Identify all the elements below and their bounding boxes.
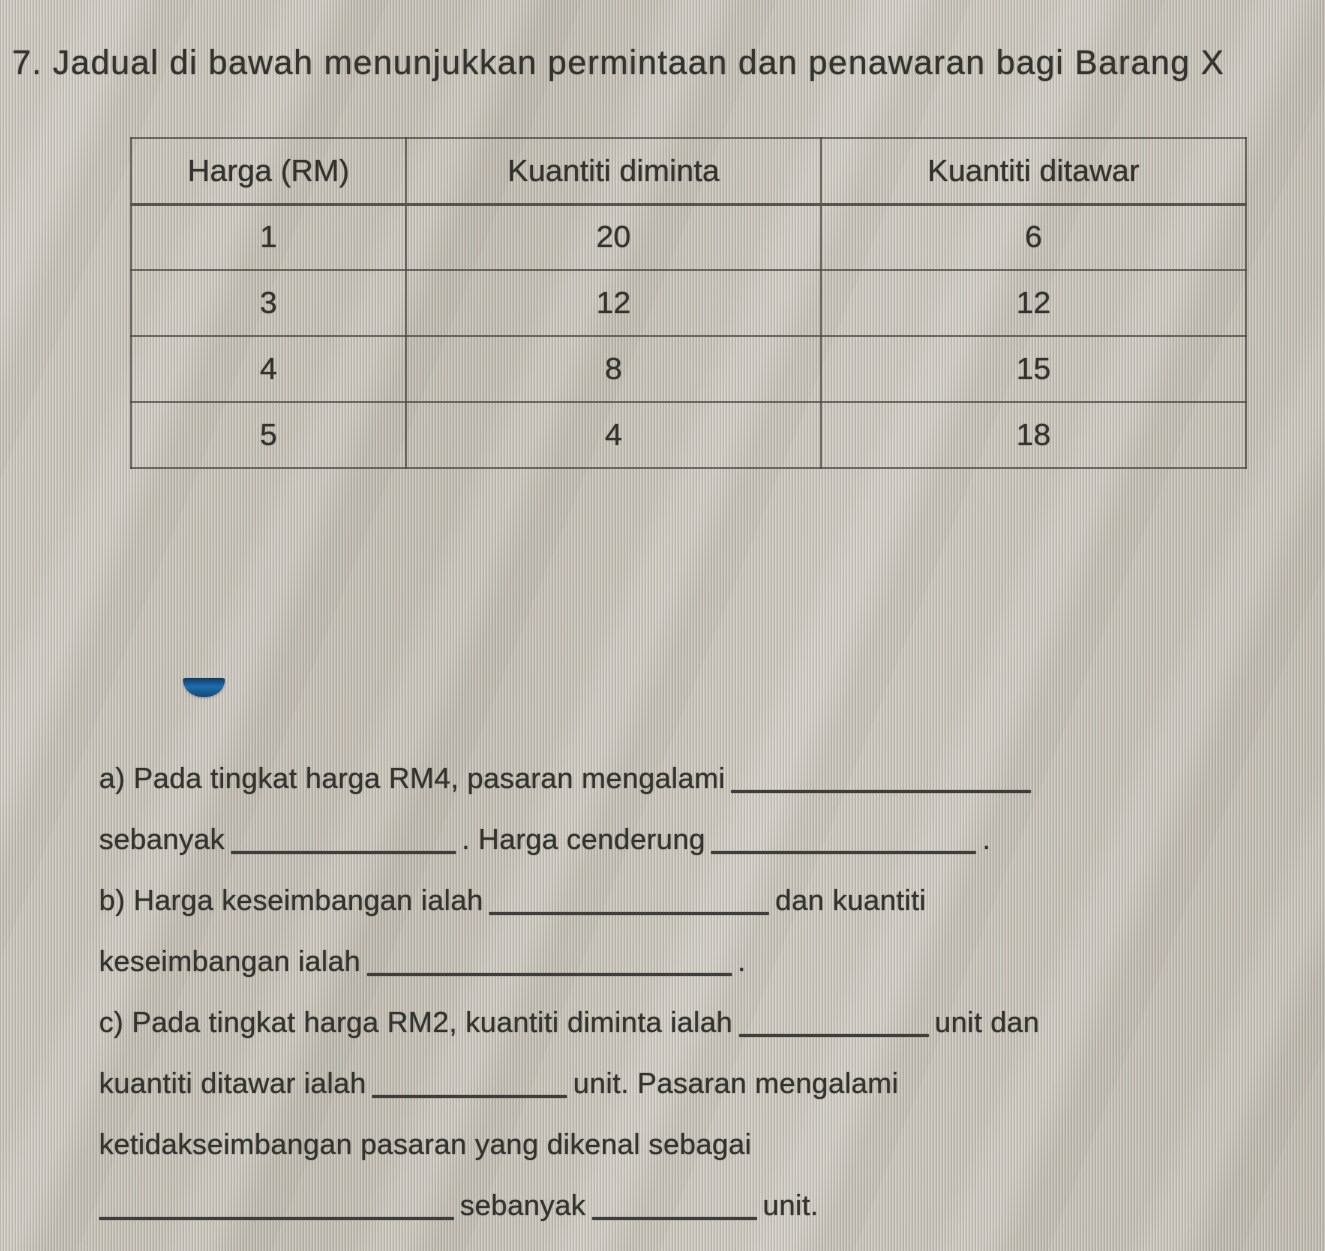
question-a-text-2: sebanyak (99, 824, 225, 856)
answer-blank-b1 (489, 912, 769, 915)
answer-blank-c2 (372, 1095, 567, 1098)
cell-diminta: 12 (406, 270, 821, 336)
question-c-text-4: unit. Pasaran mengalami (573, 1068, 899, 1100)
cell-diminta: 4 (406, 402, 821, 468)
cell-diminta: 20 (406, 204, 821, 270)
questions-block (99, 749, 1139, 1237)
question-c-text-5: ketidakseimbangan pasaran yang dikenal sebagai (99, 1129, 752, 1161)
question-a-text-3: . Harga cenderung (461, 824, 706, 856)
question-title: 7. Jadual di bawah menunjukkan permintaan dan penawaran bagi Barang X (12, 44, 1225, 82)
question-c-line-3 (99, 1115, 1139, 1176)
col-header-harga: Harga (RM) (131, 138, 406, 204)
question-a-line-2 (99, 810, 1139, 871)
question-c-line-4 (99, 1176, 1139, 1237)
question-c-text-7: unit. (762, 1190, 819, 1222)
question-c-text-3: kuantiti ditawar ialah (99, 1068, 367, 1100)
question-b-line-2 (99, 932, 1139, 993)
question-a-line-1 (99, 749, 1139, 810)
question-b-text-3: keseimbangan ialah (99, 946, 361, 978)
cell-harga: 1 (131, 204, 406, 270)
table-header-row (131, 138, 1246, 204)
answer-blank-a3 (711, 851, 976, 854)
answer-blank-c1 (739, 1034, 929, 1037)
col-header-kuantiti-diminta: Kuantiti diminta (406, 138, 821, 204)
question-c-line-1 (99, 993, 1139, 1054)
cell-harga: 3 (131, 270, 406, 336)
question-b-text-4: . (737, 946, 746, 978)
question-a-text-4: . (982, 824, 991, 856)
question-a-text-1: a) Pada tingkat harga RM4, pasaran mengalami (99, 763, 726, 795)
question-c-line-2 (99, 1054, 1139, 1115)
table-row (131, 204, 1246, 270)
question-b-line-1 (99, 871, 1139, 932)
question-c-text-2: unit dan (934, 1007, 1040, 1039)
table-row (131, 402, 1246, 468)
col-header-kuantiti-ditawar: Kuantiti ditawar (821, 138, 1246, 204)
cell-ditawar: 12 (821, 270, 1246, 336)
blue-halfcircle-mark-icon (183, 678, 225, 697)
cell-diminta: 8 (406, 336, 821, 402)
cell-ditawar: 6 (821, 204, 1246, 270)
table-row (131, 270, 1246, 336)
question-c-text-6: sebanyak (460, 1190, 586, 1222)
cell-harga: 4 (131, 336, 406, 402)
cell-ditawar: 18 (821, 402, 1246, 468)
answer-blank-c4 (592, 1217, 757, 1220)
demand-supply-table (130, 137, 1247, 469)
answer-blank-a2 (231, 851, 456, 854)
question-b-text-2: dan kuantiti (775, 885, 926, 917)
cell-harga: 5 (131, 402, 406, 468)
question-c-text-1: c) Pada tingkat harga RM2, kuantiti diminta ialah (99, 1007, 733, 1039)
answer-blank-c3 (99, 1217, 454, 1220)
answer-blank-a1 (731, 790, 1031, 793)
answer-blank-b2 (367, 973, 732, 976)
question-b-text-1: b) Harga keseimbangan ialah (99, 885, 484, 917)
table-row (131, 336, 1246, 402)
cell-ditawar: 15 (821, 336, 1246, 402)
